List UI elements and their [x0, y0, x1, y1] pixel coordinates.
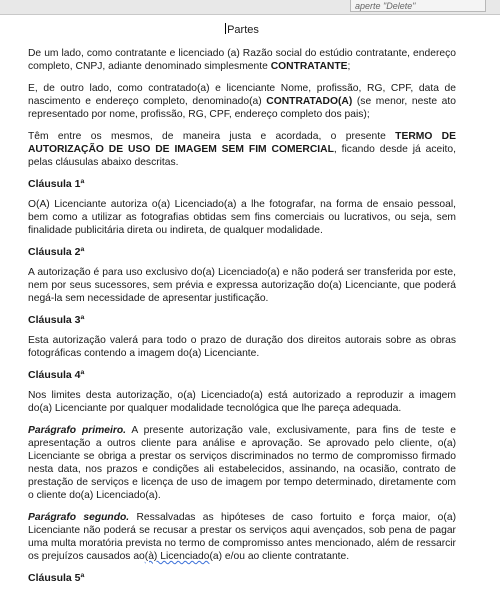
document-page[interactable]: [28, 20, 456, 592]
paragraph-second[interactable]: [28, 511, 456, 563]
paragraph-second-text: Ressalvadas as hipóteses de caso fortuito e força maior, o(a) Licenciante não poderá se recusar a prestar os serviços aqui avençados, sob pena de pagar uma multa moratória prevista no termo de compromisso antes mencionado, além de ressarcir os prejuízos causados ao: [28, 512, 456, 562]
party-1-text: De um lado, como contratante e licenciado (a) Razão social do estúdio contratante, endereço completo, CNPJ, adiante denominado simplesmente: [28, 48, 456, 72]
party-contratado[interactable]: [28, 82, 456, 121]
paragraph-second-end: (a) e/ou ao cliente contratante.: [209, 551, 350, 562]
clause-4-text[interactable]: Nos limites desta autorização, o(a) Licenciado(a) está autorizado a reproduzir a imagem do(a) Licenciante por qualquer modalidade tecnológica que lhe pareça adequada.: [28, 390, 456, 414]
intro-bold: TERMO DE AUTORIZAÇÃO DE USO DE IMAGEM SEM FIM COMERCIAL: [28, 131, 456, 155]
hint-tooltip: aperte "Delete": [350, 0, 486, 12]
clause-3-heading[interactable]: Cláusula 3ª: [28, 314, 85, 326]
intro-text: Têm entre os mesmos, de maneira justa e acordada, o presente: [28, 131, 396, 142]
clause-4-heading[interactable]: Cláusula 4ª: [28, 369, 85, 381]
intro-end: , ficando desde já aceito, pelas cláusulas abaixo descritas.: [28, 144, 456, 168]
clause-2-heading[interactable]: Cláusula 2ª: [28, 246, 85, 258]
party-contratante[interactable]: [28, 47, 456, 73]
paragraph-second-label: Parágrafo segundo.: [28, 512, 130, 523]
clause-1-heading[interactable]: Cláusula 1ª: [28, 178, 85, 190]
clause-1-text[interactable]: O(A) Licenciante autoriza o(a) Licenciado(a) a lhe fotografar, na forma de ensaio pessoal, bem como a utilizar as fotografias obtidas sem fins comerciais ou lucrativos, ou seja, sem finalidade publicitária direta ou indireta, de qualquer modalidade.: [28, 199, 456, 236]
party-1-end: ;: [347, 61, 351, 72]
document-title[interactable]: [28, 23, 456, 37]
party-1-bold: CONTRATANTE: [270, 61, 348, 72]
paragraph-first-label: Parágrafo primeiro.: [28, 425, 127, 436]
clause-3-text[interactable]: Esta autorização valerá para todo o prazo de duração dos direitos autorais sobre as obras fotográficas contendo a imagem do(a) Licenciante.: [28, 335, 456, 359]
clause-2-text[interactable]: A autorização é para uso exclusivo do(a) Licenciado(a) e não poderá ser transferida por este, nem por seus sucessores, sem prévia e expressa autorização do(a) Licenciante, que poderá negá-la sem necessidade de apresentar justificação.: [28, 267, 456, 304]
agreement-intro[interactable]: [28, 130, 456, 169]
title-text: Partes: [227, 24, 259, 36]
party-2-bold: CONTRATADO(A): [266, 96, 353, 107]
spellcheck-marked-text[interactable]: (à) Licenciado: [144, 551, 210, 562]
party-2-end: (se menor, neste ato representado por nome, profissão, RG, CPF, endereço completo dos pais);: [28, 96, 456, 120]
text-cursor: [225, 23, 226, 34]
paragraph-first-text: A presente autorização vale, exclusivamente, para fins de teste e apresentação a outros cliente para análise e aprovação. Se aprovado pelo cliente, o(a) Licenciante se obriga a prestar os serviços discriminados no termo de compromisso firmado nesta data, nos prazos e condições ali estabelecidos, assinando, na ocasião, contrato de prestação de serviços e licença de uso de imagem por tempo determinado, diretamente com o cliente do(a) Licenciado(a).: [28, 425, 457, 501]
paragraph-first[interactable]: [28, 424, 456, 502]
party-2-text: E, de outro lado, como contratado(a) e licenciante Nome, profissão, RG, CPF, data de nascimento e endereço completo, denominado(a): [28, 83, 456, 107]
clause-5-heading[interactable]: Cláusula 5ª: [28, 572, 85, 584]
